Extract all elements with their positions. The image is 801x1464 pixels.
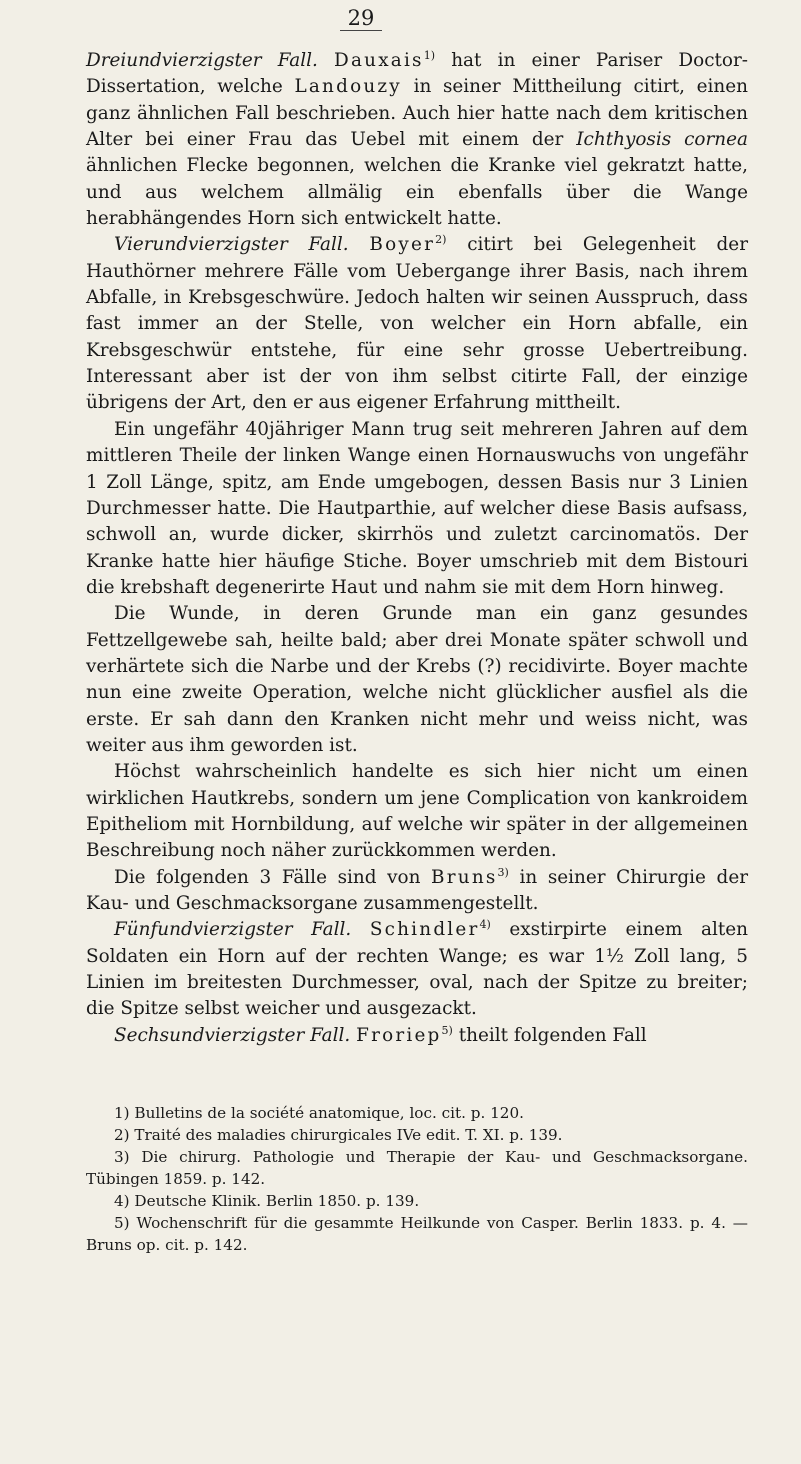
paragraph-case-43 xyxy=(86,48,748,232)
author-name: Dauxais xyxy=(334,50,424,71)
footnote: 3) Die chirurg. Pathologie und Therapie der Kau- und Geschmacksorgane. Tübingen 1859. p. 142. xyxy=(86,1148,748,1188)
author-name: Froriep xyxy=(356,1024,442,1046)
author-name: Landouzy xyxy=(294,76,402,98)
footnote-ref: 3) xyxy=(497,865,509,879)
italic-term: Ichthyosis cornea xyxy=(576,129,748,151)
footnotes xyxy=(86,1102,748,1256)
footnote-ref: 2) xyxy=(435,233,447,247)
footnote: 5) Wochenschrift für die gesammte Heilkunde von Casper. Berlin 1833. p. 4. — Bruns op. cit. p. 142. xyxy=(86,1214,748,1254)
footnote: 2) Traité des maladies chirurgicales IVe edit. T. XI. p. 139. xyxy=(114,1126,563,1144)
paragraph-text: citirt bei Gelegenheit der Hauthörner mehrere Fälle vom Uebergange ihrer Basis, nach ihrem Abfalle, in Krebsgeschwüre. Jedoch halten wir seinen Ausspruch, dass fast immer an der Stelle, von welcher ein Horn abfalle, ein Krebsgeschwür entstehe, für eine sehr grosse Uebertreibung. Interessant aber ist der von ihm selbst citirte Fall, der einzige übrigens der Art, den er aus eigener Erfahrung mittheilt. xyxy=(86,234,748,414)
footnote-ref: 5) xyxy=(441,1023,453,1037)
paragraph-text: theilt folgenden Fall xyxy=(452,1024,647,1046)
footnote-ref: 4) xyxy=(479,918,491,932)
paragraph-text: in seiner Chirurgie der Kau- und Geschmacksorgane zusammengestellt. xyxy=(86,866,748,914)
paragraph-case-44 xyxy=(86,232,748,416)
author-name: Bruns xyxy=(431,866,498,888)
paragraph xyxy=(86,865,748,918)
paragraph-text: hat in einer Pariser Doctor-Dissertation, welche xyxy=(86,50,748,98)
case-heading: Vierundvierzigster Fall. xyxy=(114,234,349,256)
paragraph: Ein ungefähr 40jähriger Mann trug seit mehreren Jahren auf dem mittleren Theile der linken Wange einen Hornauswuchs von ungefähr 1 Zoll Länge, spitz, am Ende umgebogen, dessen Basis nur 3 Linien Durchmesser hatte. Die Hautparthie, auf welcher diese Basis aufsass, schwoll an, wurde dicker, skirrhös und zuletzt carcinomatös. Der Kranke hatte hier häufige Stiche. Boyer umschrieb mit dem Bistouri die krebshaft degenerirte Haut und nahm sie mit dem Horn hinweg. xyxy=(86,418,748,598)
page-number: 29 xyxy=(340,6,382,31)
footnote-ref: 1) xyxy=(423,48,436,62)
main-text xyxy=(86,48,748,1049)
author-name: Schindler xyxy=(369,919,480,941)
case-heading: Fünfundvierzigster Fall. xyxy=(114,919,352,941)
paragraph: Höchst wahrscheinlich handelte es sich hier nicht um einen wirklichen Hautkrebs, sondern um jene Complication von kankroidem Epitheliom mit Hornbildung, auf welche wir später in der allgemeinen Beschreibung noch näher zurückkommen werden. xyxy=(86,761,748,862)
paragraph-case-46 xyxy=(86,1023,748,1049)
footnote: 4) Deutsche Klinik. Berlin 1850. p. 139. xyxy=(114,1192,420,1210)
paragraph: Die Wunde, in deren Grunde man ein ganz gesundes Fettzellgewebe sah, heilte bald; aber drei Monate später schwoll und verhärtete sich die Narbe und der Krebs (?) recidivirte. Boyer machte nun eine zweite Operation, welche nicht glücklicher ausfiel als die erste. Er sah dann den Kranken nicht mehr und weiss nicht, was weiter aus ihm geworden ist. xyxy=(86,603,748,756)
paragraph-text: in seiner Mittheilung citirt, einen ganz ähnlichen Fall beschrieben. Auch hier hatte nach dem kritischen Alter bei einer Frau das Uebel mit einem der xyxy=(86,76,748,151)
case-heading: Sechsundvierzigster Fall. xyxy=(114,1024,351,1046)
paragraph-text: Die folgenden 3 Fälle sind von xyxy=(114,866,432,888)
case-heading: Dreiundvierzigster Fall. xyxy=(86,50,318,71)
author-name: Boyer xyxy=(369,234,436,256)
paragraph-text: ähnlichen Flecke begonnen, welchen die Kranke viel gekratzt hatte, und aus welchem allmälig ein ebenfalls über die Wange herabhängendes Horn sich entwickelt hatte. xyxy=(86,155,748,230)
footnote: 1) Bulletins de la société anatomique, loc. cit. p. 120. xyxy=(114,1104,524,1122)
paragraph-case-45 xyxy=(86,917,748,1022)
paragraph-text: exstirpirte einem alten Soldaten ein Horn auf der rechten Wange; es war 1½ Zoll lang, 5 Linien im breitesten Durchmesser, oval, nach der Spitze zu breiter; die Spitze selbst weicher und ausgezackt. xyxy=(86,919,748,1020)
